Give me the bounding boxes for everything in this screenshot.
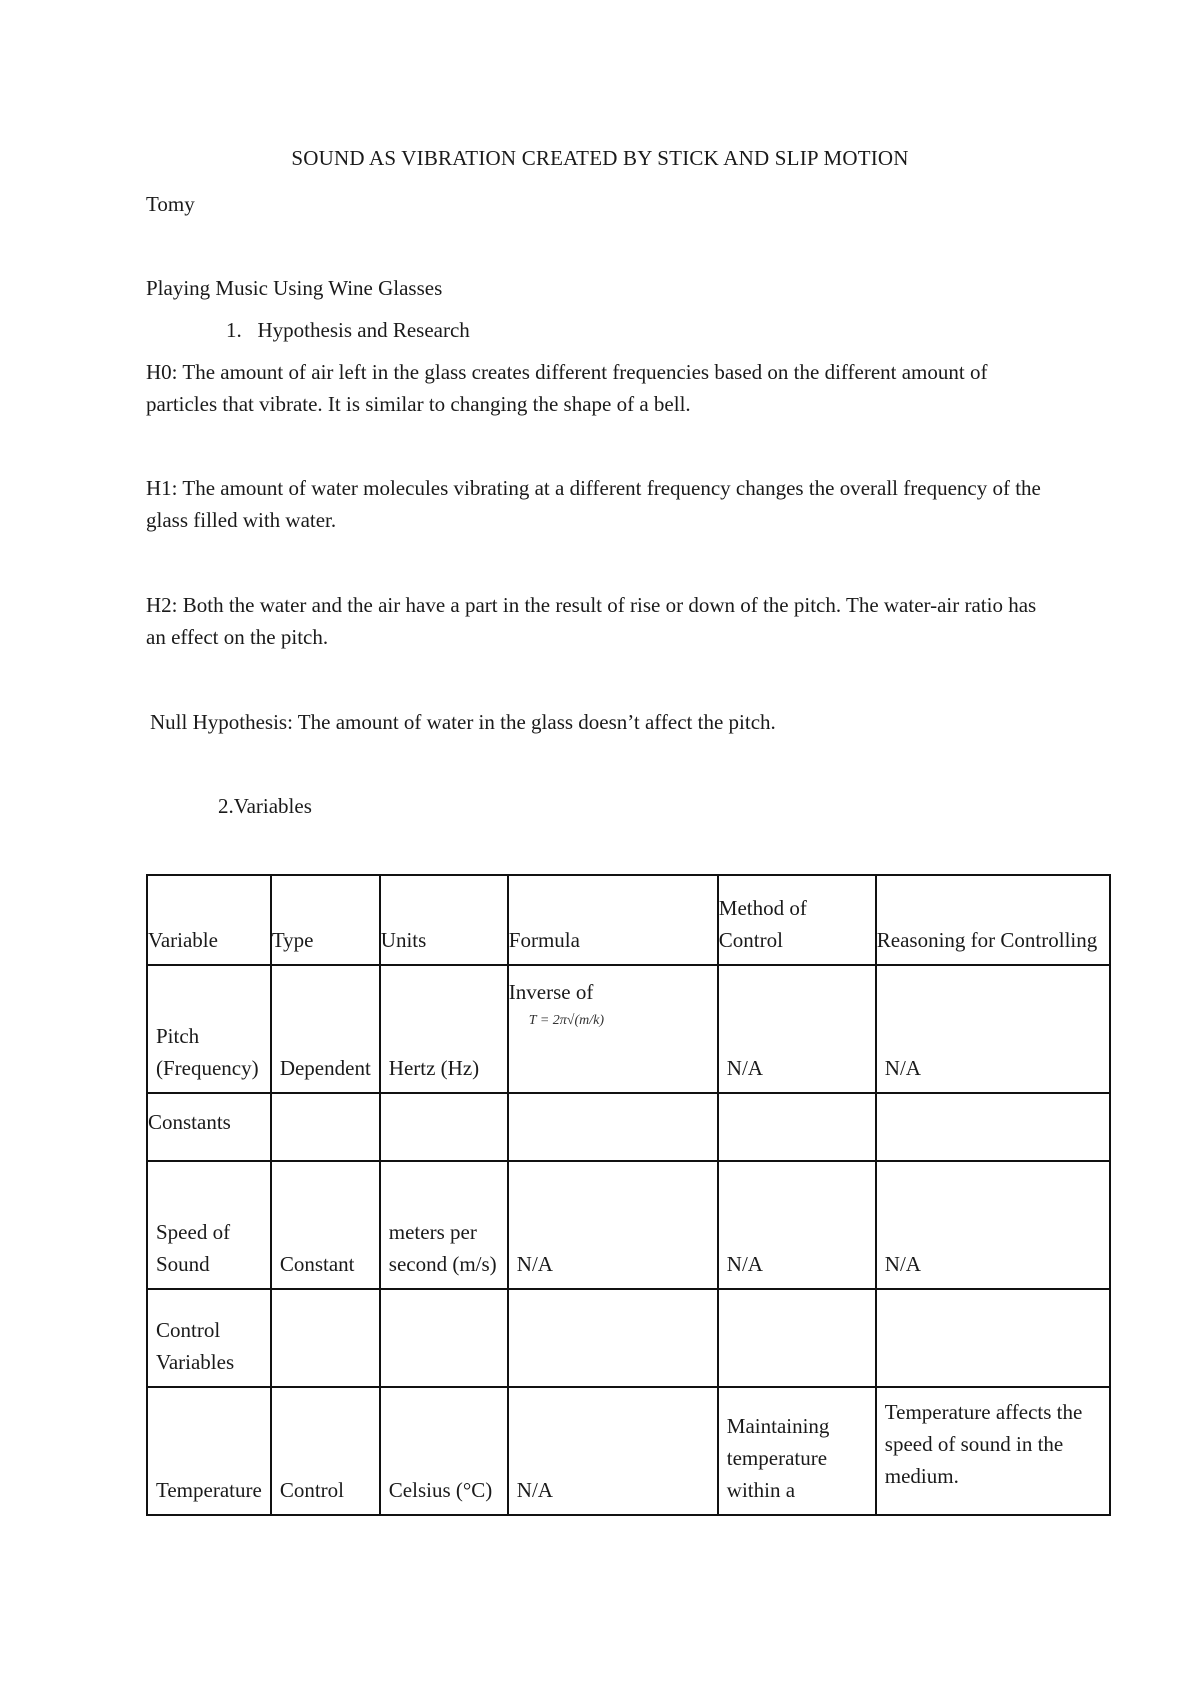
cell-reasoning: N/A [876,1161,1110,1289]
document-subtitle: Playing Music Using Wine Glasses [146,276,443,300]
cell-method [718,1093,876,1161]
formula-text: Inverse of [508,980,594,1004]
cell-variable: Pitch (Frequency) [147,965,271,1093]
cell-method: Maintaining temperature within a [718,1387,876,1515]
cell-method: N/A [718,965,876,1093]
cell-formula: N/A [508,1161,718,1289]
cell-type [271,1093,380,1161]
section-heading-variables: 2.Variables [218,794,312,818]
table-header-row [147,875,1110,965]
formula-expression: T = 2π√(m/k) [528,1013,604,1028]
cell-variable: Control Variables [147,1289,271,1387]
table-row [147,1387,1110,1515]
null-hypothesis: Null Hypothesis: The amount of water in the glass doesn’t affect the pitch. [150,710,776,734]
cell-units: Hertz (Hz) [380,965,508,1093]
author-name: Tomy [146,192,195,216]
header-type: Type [271,875,380,965]
cell-formula [508,1093,718,1161]
hypothesis-h1: H1: The amount of water molecules vibrating at a different frequency changes the overall frequency of the glass filled with water. [146,476,1041,532]
header-reasoning: Reasoning for Controlling [876,875,1110,965]
cell-reasoning: N/A [876,965,1110,1093]
cell-method [718,1289,876,1387]
header-units: Units [380,875,508,965]
document-title: SOUND AS VIBRATION CREATED BY STICK AND SLIP MOTION [291,146,909,170]
cell-formula [508,965,718,1093]
cell-formula: N/A [508,1387,718,1515]
header-formula: Formula [508,875,718,965]
cell-units: meters per second (m/s) [380,1161,508,1289]
cell-variable: Constants [147,1093,271,1161]
cell-type: Constant [271,1161,380,1289]
hypothesis-h0: H0: The amount of air left in the glass creates different frequencies based on the different amount of particles that vibrate. It is similar to changing the shape of a bell. [146,360,988,416]
cell-type: Dependent [271,965,380,1093]
cell-reasoning: Temperature affects the speed of sound in the medium. [876,1387,1110,1515]
cell-type [271,1289,380,1387]
cell-variable: Speed of Sound [147,1161,271,1289]
cell-formula [508,1289,718,1387]
section-heading-hypothesis: 1. Hypothesis and Research [226,318,470,342]
header-method-of-control: Method of Control [718,875,876,965]
variables-table [146,874,1111,1516]
table-row [147,1093,1110,1161]
table-row [147,965,1110,1093]
cell-type: Control [271,1387,380,1515]
hypothesis-h2: H2: Both the water and the air have a part in the result of rise or down of the pitch. The water-air ratio has an effect on the pitch. [146,593,1037,649]
cell-units: Celsius (°C) [380,1387,508,1515]
cell-reasoning [876,1093,1110,1161]
table-row [147,1289,1110,1387]
cell-method: N/A [718,1161,876,1289]
table-row [147,1161,1110,1289]
cell-reasoning [876,1289,1110,1387]
cell-units [380,1093,508,1161]
cell-variable: Temperature [147,1387,271,1515]
cell-units [380,1289,508,1387]
header-variable: Variable [147,875,271,965]
